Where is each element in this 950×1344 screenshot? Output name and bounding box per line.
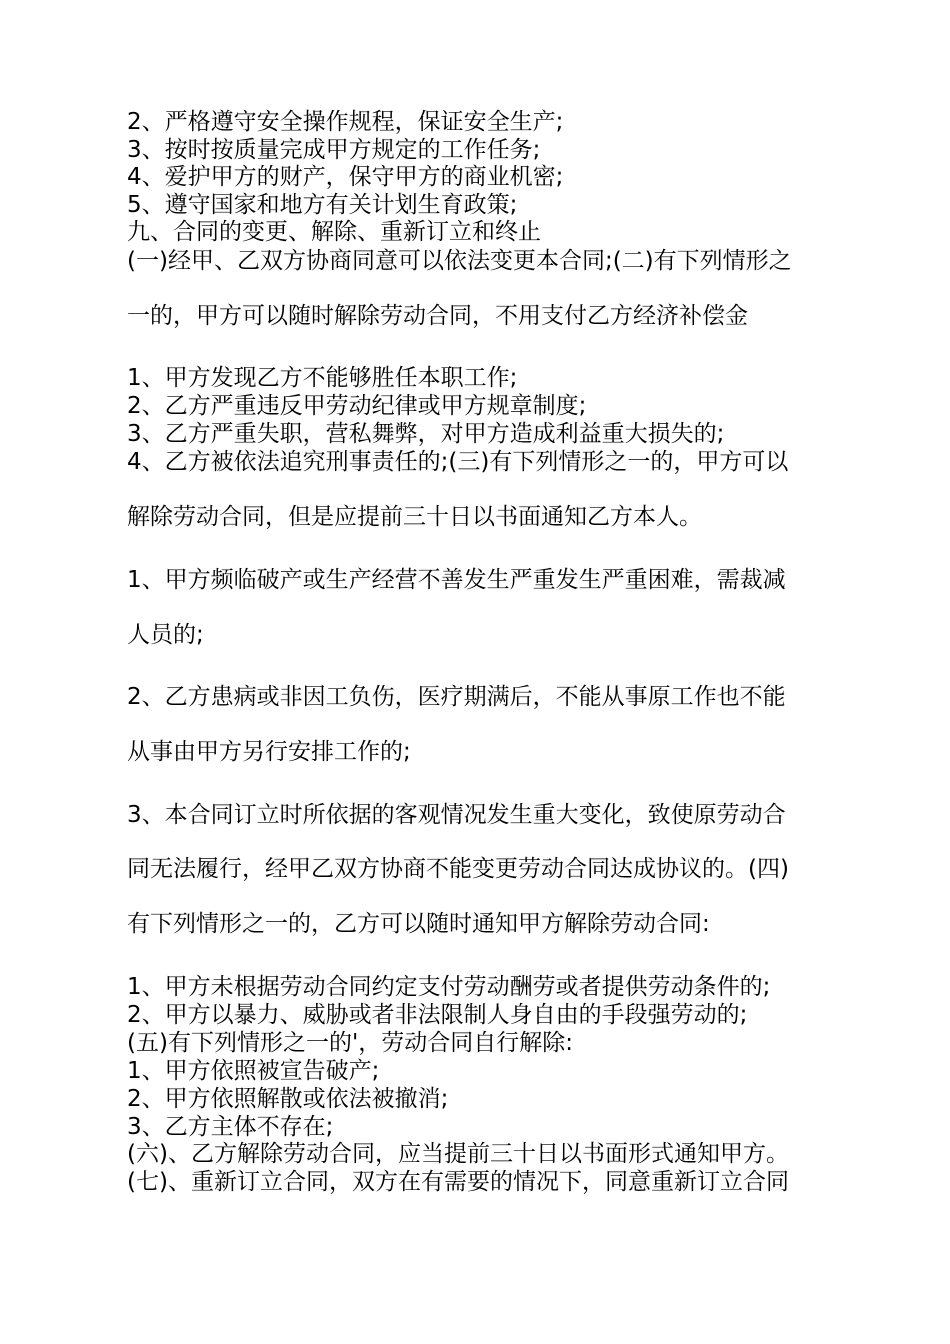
text-line: 2、乙方患病或非因工负伤，医疗期满后，不能从事原工作也不能 <box>127 684 786 710</box>
text-line: 解除劳动合同，但是应提前三十日以书面通知乙方本人。 <box>127 504 702 530</box>
text-line: 4、爱护甲方的财产，保守甲方的商业机密; <box>127 164 564 190</box>
text-line: 3、乙方主体不存在; <box>127 1114 334 1140</box>
text-line: 2、甲方依照解散或依法被撤消; <box>127 1086 449 1112</box>
text-line: 3、按时按质量完成甲方规定的工作任务; <box>127 137 541 163</box>
text-line: (五)有下列情形之一的'，劳动合同自行解除: <box>127 1030 574 1056</box>
text-line: 1、甲方发现乙方不能够胜任本职工作; <box>127 365 518 391</box>
text-line: 人员的; <box>127 622 204 648</box>
text-line: 2、乙方严重违反甲劳动纪律或甲方规章制度; <box>127 393 587 419</box>
text-line: 一的，甲方可以随时解除劳动合同，不用支付乙方经济补偿金 <box>127 303 748 329</box>
text-line: 1、甲方依照被宣告破产; <box>127 1058 380 1084</box>
text-line: 2、严格遵守安全操作规程，保证安全生产; <box>127 109 564 135</box>
text-line: (一)经甲、乙双方协商同意可以依法变更本合同;(二)有下列情形之 <box>127 248 792 274</box>
text-line: (六)、乙方解除劳动合同，应当提前三十日以书面形式通知甲方。 <box>127 1141 789 1167</box>
text-line: 1、甲方未根据劳动合同约定支付劳动酬劳或者提供劳动条件的; <box>127 974 771 1000</box>
section-heading: 九、合同的变更、解除、重新订立和终止 <box>127 219 541 245</box>
text-line: 1、甲方频临破产或生产经营不善发生严重发生严重困难，需裁减 <box>127 567 786 593</box>
text-line: 3、乙方严重失职，营私舞弊，对甲方造成利益重大损失的; <box>127 421 725 447</box>
text-line: (七)、重新订立合同，双方在有需要的情况下，同意重新订立合同 <box>127 1169 789 1195</box>
text-line: 有下列情形之一的，乙方可以随时通知甲方解除劳动合同: <box>127 911 710 937</box>
text-line: 3、本合同订立时所依据的客观情况发生重大变化，致使原劳动合 <box>127 802 786 828</box>
text-line: 从事由甲方另行安排工作的; <box>127 739 411 765</box>
text-line: 2、甲方以暴力、威胁或者非法限制人身自由的手段强劳动的; <box>127 1002 748 1028</box>
text-line: 4、乙方被依法追究刑事责任的;(三)有下列情形之一的，甲方可以 <box>127 449 789 475</box>
text-line: 5、遵守国家和地方有关计划生育政策; <box>127 192 518 218</box>
text-line: 同无法履行，经甲乙双方协商不能变更劳动合同达成协议的。(四) <box>127 856 789 882</box>
